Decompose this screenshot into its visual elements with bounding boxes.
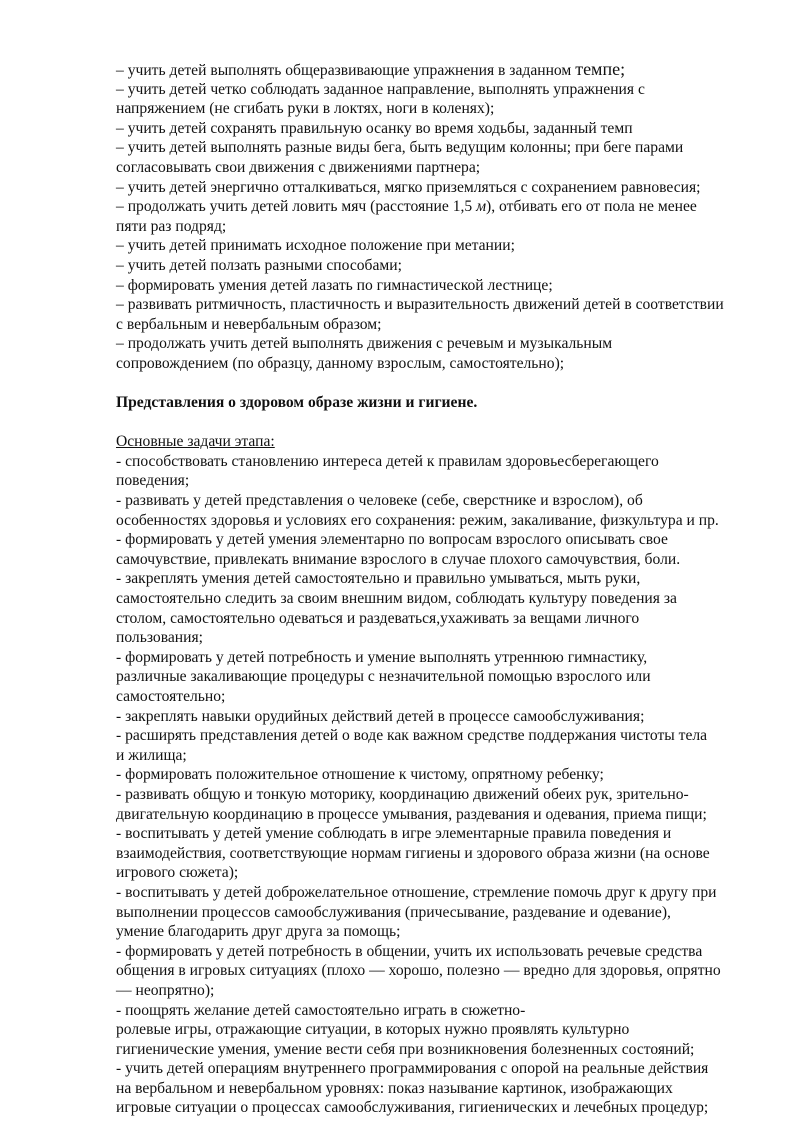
text-line: - формировать у детей потребность и умение выполнять утреннюю гимнастику,	[116, 648, 648, 666]
text-line: выполнении процессов самообслуживания (причесывание, раздевание и одевание),	[116, 903, 671, 921]
text-line: - формировать положительное отношение к чистому, опрятному ребенку;	[116, 766, 604, 784]
text-run: – учить детей выполнять общеразвивающие упражнения в заданном	[116, 62, 576, 79]
text-line: - воспитывать у детей умение соблюдать в игре элементарные правила поведения и	[116, 825, 672, 843]
text-line: напряжением (не сгибать руки в локтях, ноги в коленях);	[116, 100, 495, 118]
paragraph-gap	[116, 374, 756, 394]
text-line: - способствовать становлению интереса детей к правилам здоровьесберегающего	[116, 452, 659, 470]
text-line: - воспитывать у детей доброжелательное отношение, стремление помочь друг к другу при	[116, 883, 717, 901]
paragraph-gap	[116, 413, 756, 433]
unit-text: м	[476, 198, 487, 216]
document-body	[116, 60, 756, 1118]
text-line: особенностях здоровья и условиях его сохранения: режим, закаливание, физкультура и пр.	[116, 511, 719, 529]
text-line: самостоятельно;	[116, 688, 226, 705]
text-line: – формировать умения детей лазать по гимнастической лестнице;	[116, 276, 553, 294]
text-line: самостоятельно следить за своим внешним видом, соблюдать культуру поведения за	[116, 590, 677, 608]
text-line: общения в игровых ситуациях (плохо — хорошо, полезно — вредно для здоровья, опрятно	[116, 962, 721, 980]
text-line: самочувствие, привлекать внимание взрослого в случае плохого самочувствия, боли.	[116, 550, 681, 568]
text-line: - развивать у детей представления о человеке (себе, сверстнике и взрослом), об	[116, 492, 643, 510]
text-line: – развивать ритмичность, пластичность и выразительность движений детей в соответствии	[116, 296, 724, 314]
text-line: и жилища;	[116, 746, 187, 764]
text-line: ролевые игры, отражающие ситуации, в которых нужно проявлять культурно	[116, 1021, 630, 1039]
text-line: – учить детей выполнять разные виды бега, быть ведущим колонны; при беге парами	[116, 139, 684, 157]
text-run: темпе;	[575, 59, 626, 79]
text-line: — неопрятно);	[116, 981, 215, 999]
text-line: игрового сюжета);	[116, 864, 239, 882]
text-line: - формировать у детей умения элементарно по вопросам взрослого описывать свое	[116, 531, 668, 549]
text-line: - формировать у детей потребность в общении, учить их использовать речевые средства	[116, 942, 703, 960]
text-line: взаимодействия, соответствующие нормам гигиены и здорового образа жизни (на основе	[116, 844, 710, 862]
text-line: поведения;	[116, 472, 190, 490]
text-run: – продолжать учить детей ловить мяч (расстояние 1,5	[116, 198, 477, 216]
text-line: – учить детей сохранять правильную осанку во время ходьбы, заданный темп	[116, 119, 633, 137]
text-line: на вербальном и невербальном уровнях: показ называние картинок, изображающих	[116, 1079, 673, 1097]
text-line: – учить детей ползать разными способами;	[116, 256, 402, 274]
text-line: - поощрять желание детей самостоятельно играть в сюжетно-	[116, 1001, 526, 1019]
section-subheading: Основные задачи этапа:	[116, 433, 275, 451]
text-line: – учить детей принимать исходное положение при метании;	[116, 237, 515, 255]
text-line: игровые ситуации о процессах самообслуживания, гигиенических и лечебных процедур;	[116, 1099, 709, 1117]
text-run: ), отбивать его от пола не менее	[486, 198, 697, 216]
text-line: - закреплять умения детей самостоятельно и правильно умываться, мыть руки,	[116, 570, 641, 588]
text-line: - закреплять навыки орудийных действий детей в процессе самообслуживания;	[116, 707, 645, 725]
text-line: – продолжать учить детей выполнять движения с речевым и музыкальным	[116, 335, 613, 353]
text-line: умение благодарить друг друга за помощь;	[116, 923, 401, 941]
text-line: двигательную координацию в процессе умывания, раздевания и одевания, приема пищи;	[116, 805, 707, 823]
text-line: пользования;	[116, 629, 203, 647]
text-line: сопровождением (по образцу, данному взрослым, самостоятельно);	[116, 354, 565, 372]
text-line: – учить детей четко соблюдать заданное направление, выполнять упражнения с	[116, 80, 645, 98]
section-heading: Представления о здоровом образе жизни и гигиене.	[116, 394, 478, 412]
text-line: гигиенические умения, умение вести себя при возникновения болезненных состояний;	[116, 1040, 695, 1058]
text-line: – учить детей энергично отталкиваться, мягко приземляться с сохранением равновесия;	[116, 178, 701, 196]
text-line: - учить детей операциям внутреннего программирования с опорой на реальные действия	[116, 1060, 709, 1078]
text-line	[116, 197, 756, 217]
text-line: пяти раз подряд;	[116, 217, 227, 235]
text-line: - расширять представления детей о воде как важном средстве поддержания чистоты тела	[116, 727, 708, 745]
text-line: согласовывать свои движения с движениями партнера;	[116, 158, 481, 176]
text-line: с вербальным и невербальным образом;	[116, 315, 382, 333]
text-line: различные закаливающие процедуры с незначительной помощью взрослого или	[116, 668, 651, 686]
text-line: - развивать общую и тонкую моторику, координацию движений обеих рук, зрительно-	[116, 785, 689, 803]
text-line: столом, самостоятельно одеваться и раздеваться,ухаживать за вещами личного	[116, 609, 640, 627]
text-line	[116, 60, 756, 80]
